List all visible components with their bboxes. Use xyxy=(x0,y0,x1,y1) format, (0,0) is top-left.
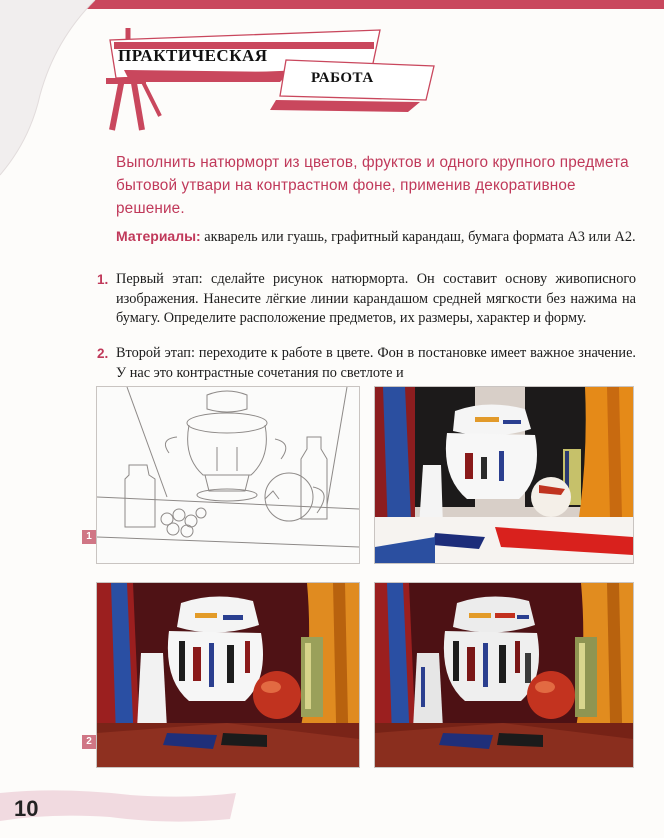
figure-tag-1: 1 xyxy=(82,530,96,544)
step-2 xyxy=(97,344,636,383)
materials-label: Материалы: xyxy=(116,228,201,244)
badge-title: ПРАКТИЧЕСКАЯ xyxy=(118,46,268,65)
step-1 xyxy=(97,270,636,329)
color-stage-3-illustration xyxy=(374,582,634,768)
color-stage-1-illustration xyxy=(374,386,634,564)
materials-text: акварель или гуашь, графитный карандаш, бумага формата А3 или А2. xyxy=(200,229,636,245)
figure-tag-2: 2 xyxy=(82,735,96,749)
sketch-illustration xyxy=(96,386,360,564)
step-2-text: Второй этап: переходите к работе в цвете. Фон в постановке имеет важное значение. У нас это контрастные сочетания по светлоте и xyxy=(116,345,636,381)
step-1-number: 1. xyxy=(97,272,109,287)
materials-paragraph xyxy=(116,226,636,247)
step-1-text: Первый этап: сделайте рисунок натюрморта. Он составит основу живописного изображения. Нанесите лёгкие линии карандашом средней мягкости без нажима на бумагу. Определите расположение предметов, их размеры, характер и форму. xyxy=(116,271,636,326)
easel-badge-graphic xyxy=(90,20,450,140)
task-text: Выполнить натюрморт из цветов, фруктов и одного крупного предмета бытовой утвари на контрастном фоне, применив декоративное решение. xyxy=(116,154,629,217)
step-2-number: 2. xyxy=(97,346,109,361)
color-stage-2-illustration xyxy=(96,582,360,768)
badge-subtitle: РАБОТА xyxy=(311,70,374,86)
page-number: 10 xyxy=(14,796,39,821)
